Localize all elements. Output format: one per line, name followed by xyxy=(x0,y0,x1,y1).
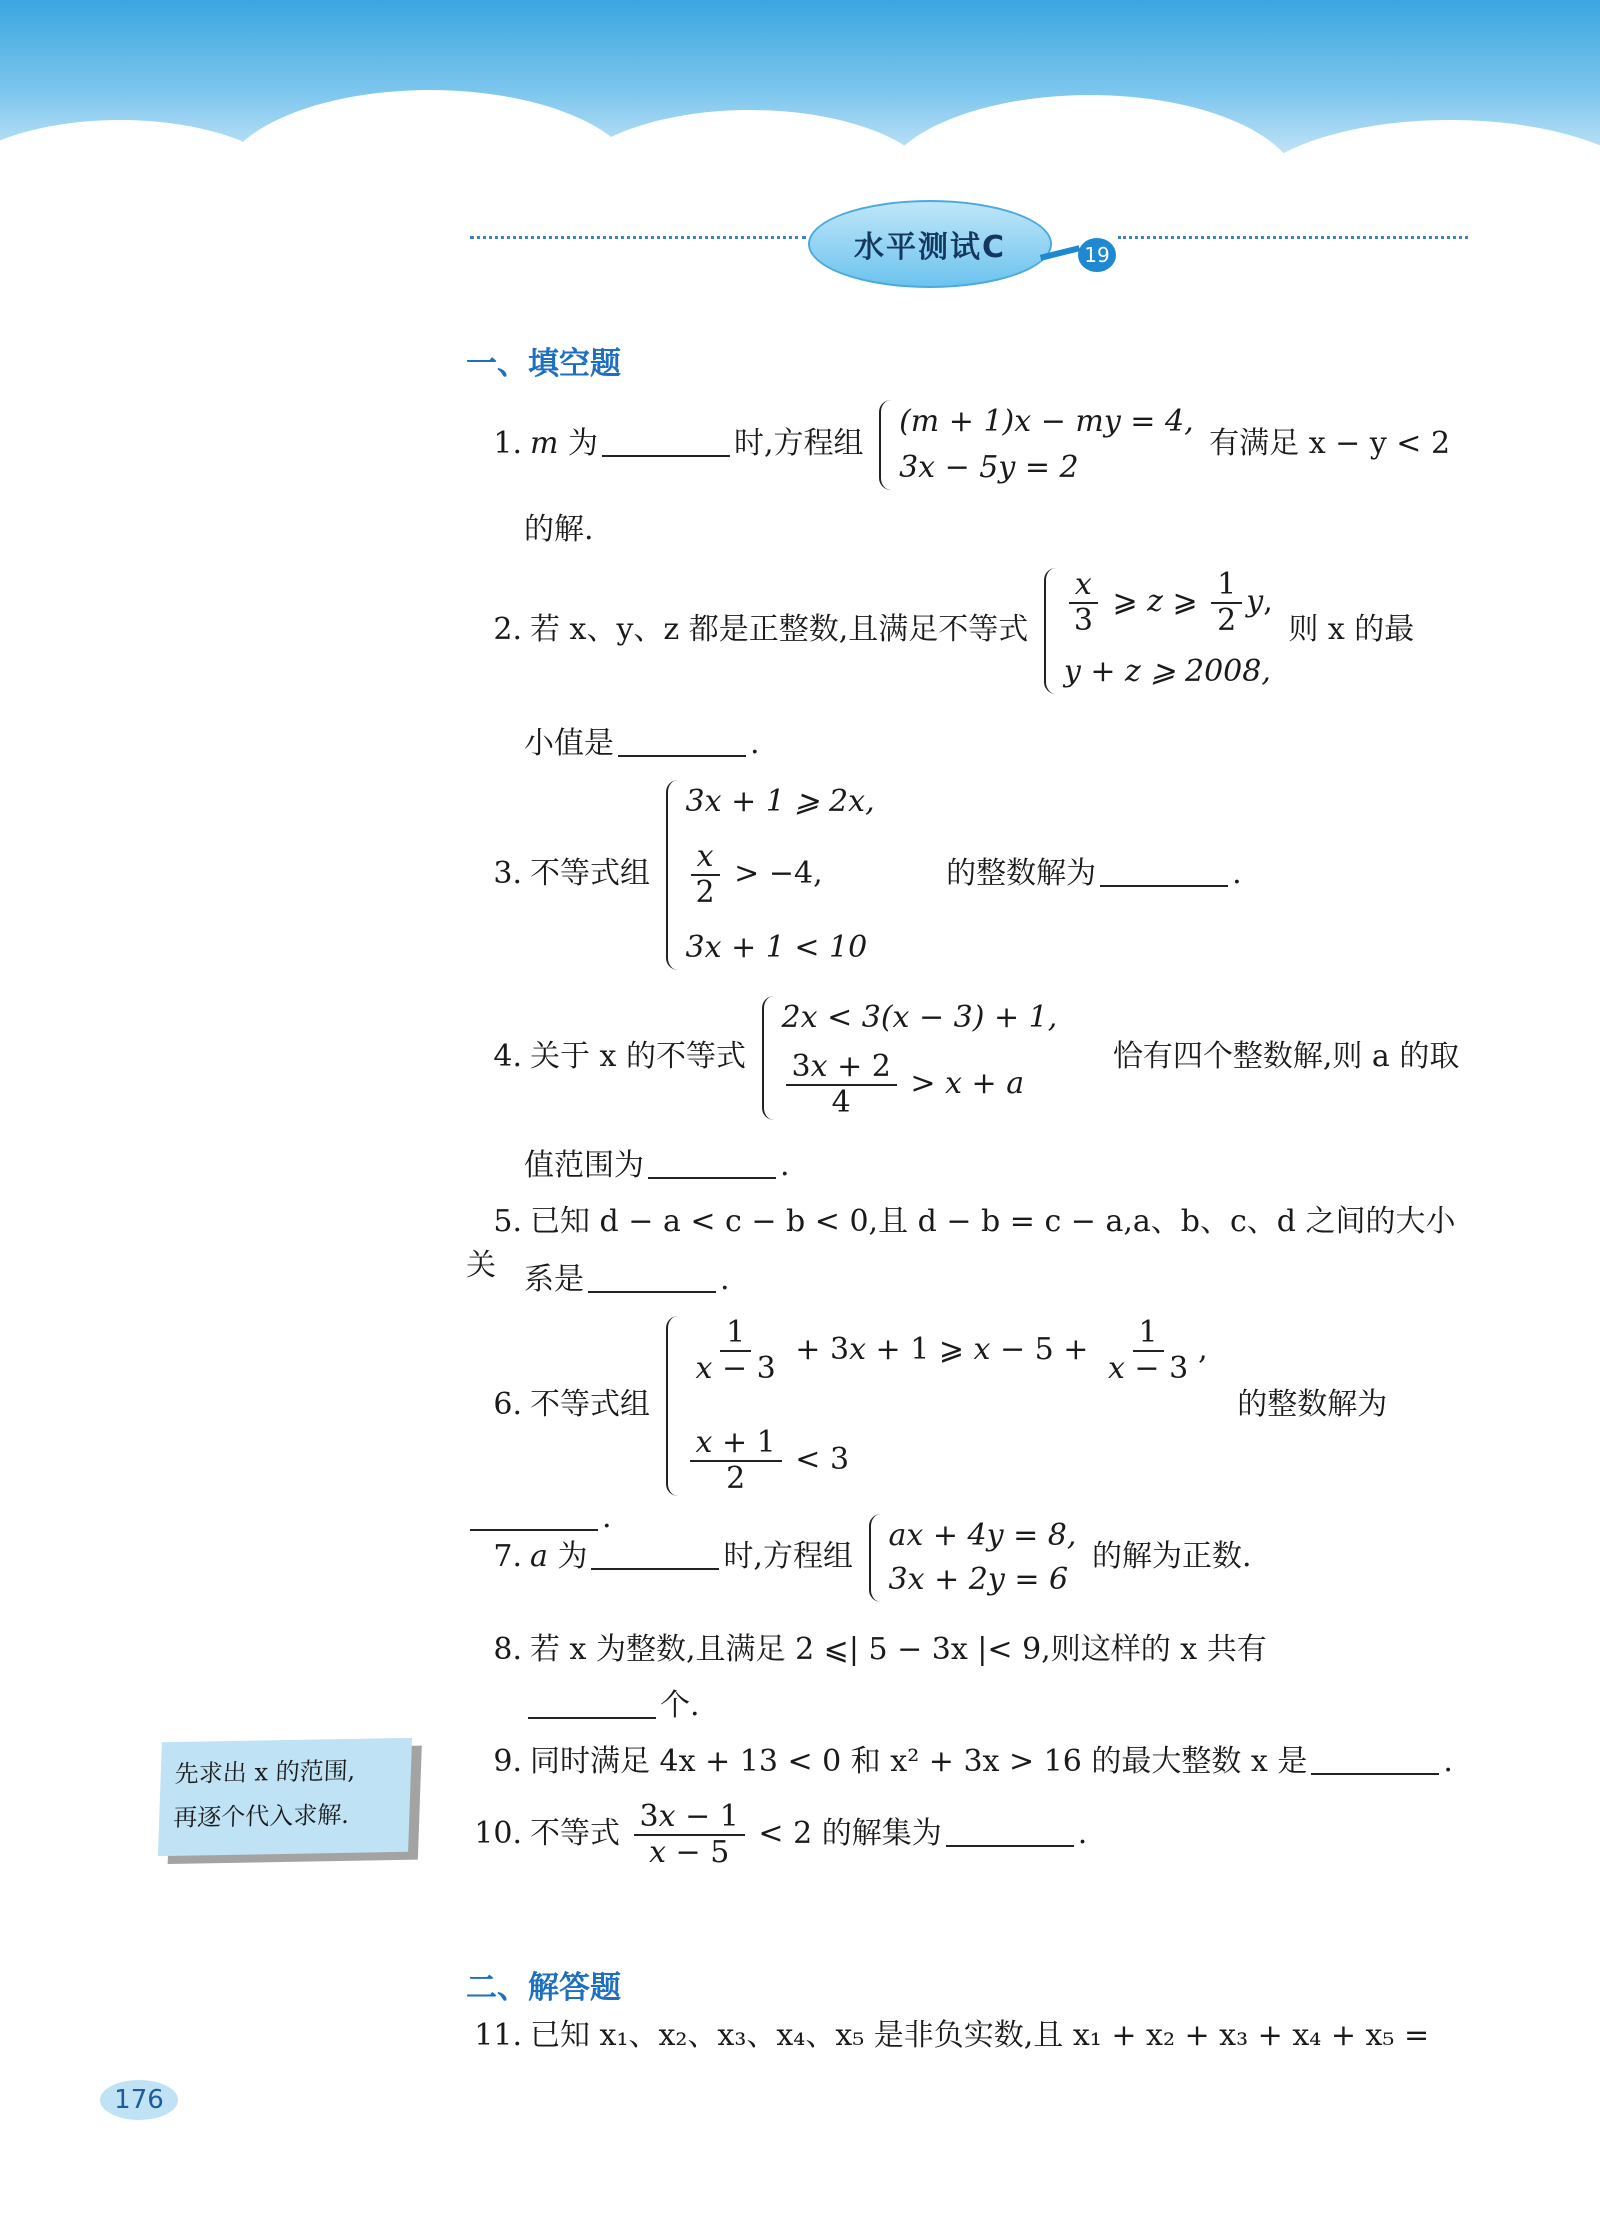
question-text: 则 x 的最 xyxy=(1288,612,1415,647)
equation: 2x < 3(x − 3) + 1, xyxy=(781,1000,1058,1035)
question-text: 关于 x 的不等式 xyxy=(530,1039,746,1074)
question-text: 的整数解为 xyxy=(1237,1387,1388,1422)
question-4-continuation: 值范围为 . xyxy=(524,1148,790,1183)
equation: ax + 4y = 8, xyxy=(888,1518,1077,1553)
brace xyxy=(666,1316,680,1496)
inequality-system: 3x + 1 ⩾ 2x, $\frac{x}{2}$ > −4, 3x + 1 < 10 xyxy=(666,780,875,970)
section-title-fill-blank: 一、填空题 xyxy=(466,346,621,382)
answer-blank[interactable] xyxy=(528,1687,656,1719)
equation: 3x + 1 ⩾ 2x, xyxy=(685,784,875,819)
answer-blank[interactable] xyxy=(1311,1743,1439,1775)
brace xyxy=(1044,568,1058,694)
equation-system xyxy=(879,400,1194,490)
hint-note xyxy=(158,1738,412,1856)
cloud-banner xyxy=(0,0,1600,210)
badge-number: 19 xyxy=(1078,238,1116,272)
fraction: $\frac{3x - 1}{x - 5}$ xyxy=(634,1800,745,1870)
answer-blank[interactable] xyxy=(648,1147,776,1179)
answer-blank[interactable] xyxy=(618,725,746,757)
question-text: 不等式 xyxy=(530,1816,620,1851)
answer-blank[interactable] xyxy=(946,1815,1074,1847)
question-number: 1. xyxy=(493,426,522,461)
question-text: 的整数解为 xyxy=(946,856,1097,891)
equation: 3x + 1 < 10 xyxy=(685,930,868,965)
question-text: 已知 x₁、x₂、x₃、x₄、x₅ 是非负实数,且 x₁ + x₂ + x₃ + x₄ + x₅ = xyxy=(530,2018,1430,2053)
question-6: 6. 不等式组 $\frac{1}{x - 3}$ + 3x + 1 ⩾ x − 5 + $\frac{1}{x - 3}$ , $\frac{x + 1}{2}$ < 3 的整数解为. xyxy=(466,1316,1472,1540)
brace xyxy=(762,996,776,1120)
question-number: 3. xyxy=(493,856,522,891)
answer-blank[interactable] xyxy=(591,1538,719,1570)
question-text: 已知 d − a < c − b < 0,且 d − b = c − a,a、b、c、d 之间的大小关 xyxy=(466,1204,1456,1283)
question-1-continuation: 的解. xyxy=(524,512,594,547)
question-text: 为 xyxy=(568,426,598,461)
answer-blank[interactable] xyxy=(602,425,730,457)
question-text: 若 x、y、z 都是正整数,且满足不等式 xyxy=(530,612,1029,647)
answer-blank[interactable] xyxy=(588,1261,716,1293)
brace xyxy=(666,780,680,970)
question-9: 9. 同时满足 4x + 13 < 0 和 x² + 3x > 16 的最大整数 x 是 . xyxy=(466,1740,1472,1784)
page-number: 176 xyxy=(100,2080,178,2120)
answer-blank[interactable] xyxy=(1100,855,1228,887)
question-number: 4. xyxy=(493,1039,522,1074)
question-number: 5. xyxy=(493,1204,522,1239)
inequality-system: 2x < 3(x − 3) + 1, $\frac{3x + 2}{4}$ > x + a xyxy=(762,996,1058,1120)
question-text: 不等式组 xyxy=(530,1387,650,1422)
brace xyxy=(869,1514,883,1602)
question-7: 7. a 为 时,方程组 ax + 4y = 8, 3x + 2y = 6 的解为正数. xyxy=(466,1514,1472,1602)
question-3: 3. 不等式组 3x + 1 ⩾ 2x, $\frac{x}{2}$ > −4, 3x + 1 < 10 的整数解为 . xyxy=(466,780,1472,970)
question-number: 11. xyxy=(474,2018,522,2053)
cloud-shape xyxy=(1240,120,1600,290)
brace xyxy=(879,400,893,490)
badge-title: 水平测试C xyxy=(853,230,1007,265)
question-8 xyxy=(466,1628,1472,1672)
inequality-system: $\frac{x}{3}$ ⩾ z ⩾ $\frac{1}{2}$ y, y + z ⩾ 2008, xyxy=(1044,568,1273,694)
question-8-continuation: 个. xyxy=(524,1684,700,1728)
question-text: 时,方程组 xyxy=(734,426,864,461)
question-2 xyxy=(466,568,1472,694)
question-number: 8. xyxy=(493,1632,522,1667)
question-number: 10. xyxy=(474,1816,522,1851)
question-text: 为 xyxy=(557,1539,588,1574)
question-11 xyxy=(466,2014,1472,2058)
question-5-continuation: 系是 . xyxy=(524,1262,730,1297)
question-10: 10. 不等式 $\frac{3x - 1}{x - 5}$ < 2 的解集为 . xyxy=(466,1800,1472,1870)
question-number: 7. xyxy=(493,1539,522,1574)
hint-line: 再逐个代入求解. xyxy=(172,1800,350,1832)
section-title-solve: 二、解答题 xyxy=(466,1970,621,2006)
question-text: 有满足 x − y < 2 xyxy=(1209,426,1451,461)
question-text: 恰有四个整数解,则 a 的取 xyxy=(1112,1039,1460,1074)
equation: 3x − 5y = 2 xyxy=(899,450,1079,485)
equation: (m + 1)x − my = 4, xyxy=(899,404,1194,439)
header-dotted-line xyxy=(1118,236,1468,239)
section-badge xyxy=(808,200,1052,288)
question-text: 同时满足 4x + 13 < 0 和 x² + 3x > 16 的最大整数 x 是 xyxy=(530,1744,1308,1779)
inequality-system: $\frac{1}{x - 3}$ + 3x + 1 ⩾ x − 5 + $\frac{1}{x - 3}$ , $\frac{x + 1}{2}$ < 3 xyxy=(666,1316,1208,1496)
question-4 xyxy=(466,996,1472,1120)
question-number: 6. xyxy=(493,1387,522,1422)
equation: 3x + 2y = 6 xyxy=(888,1562,1069,1597)
question-text: 的解为正数. xyxy=(1091,1539,1252,1574)
question-text: 不等式组 xyxy=(530,856,650,891)
question-text: 若 x 为整数,且满足 2 ⩽| 5 − 3x |< 9,则这样的 x 共有 xyxy=(530,1632,1267,1667)
equation: y + z ⩾ 2008, xyxy=(1063,654,1271,689)
question-text: < 2 的解集为 xyxy=(758,1816,942,1851)
question-number: 9. xyxy=(493,1744,522,1779)
question-text: 时,方程组 xyxy=(723,1539,853,1574)
header-dotted-line xyxy=(470,236,806,239)
question-number: 2. xyxy=(493,612,522,647)
equation-system xyxy=(869,1514,1077,1602)
question-1: 1. m 为 时,方程组 (m + 1)x − my = 4, 3x − 5y = 2 有满足 x − y < 2 xyxy=(466,400,1472,490)
hint-line: 先求出 x 的范围, xyxy=(174,1756,356,1788)
question-2-continuation: 小值是 . xyxy=(524,726,760,761)
